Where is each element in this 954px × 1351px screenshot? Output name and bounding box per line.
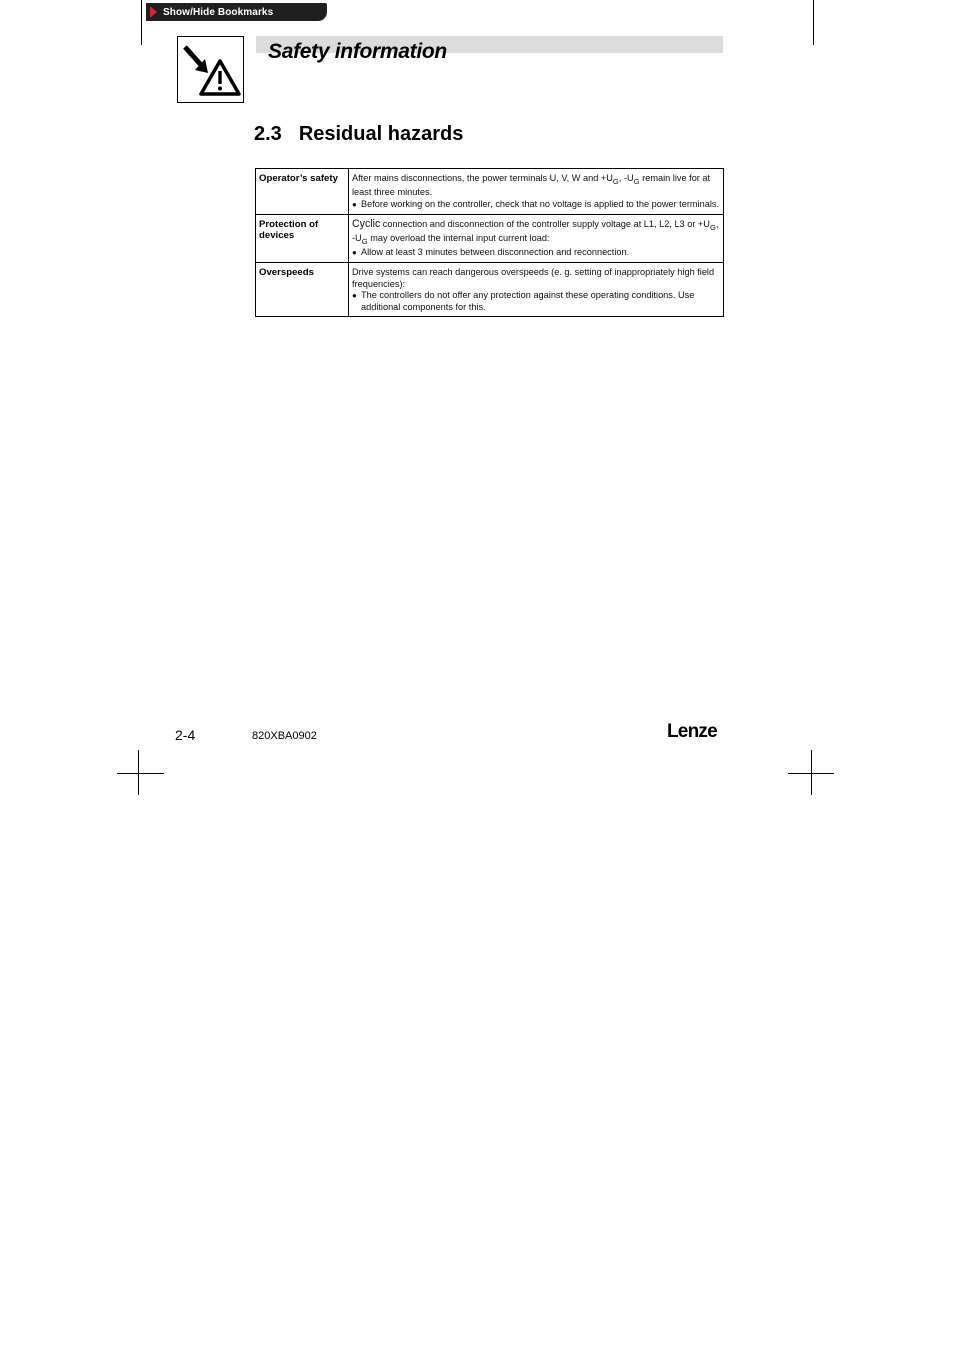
row-label: Protection of devices bbox=[256, 214, 349, 262]
row-description: Drive systems can reach dangerous overspeeds (e. g. setting of inappropriately high field frequencies): bbox=[352, 267, 715, 289]
list-item: ● Before working on the controller, check that no voltage is applied to the power terminals. bbox=[352, 199, 720, 210]
row-text bbox=[349, 214, 724, 262]
section-number: 2.3 bbox=[254, 123, 282, 145]
table-row bbox=[256, 263, 724, 317]
triangle-right-icon bbox=[150, 6, 157, 18]
document-code: 820XBA0902 bbox=[252, 730, 317, 742]
crop-mark bbox=[813, 0, 814, 45]
table-row bbox=[256, 214, 724, 262]
residual-hazards-table bbox=[255, 168, 724, 317]
page-number: 2-4 bbox=[175, 727, 196, 743]
warning-arrow-icon bbox=[177, 36, 244, 103]
row-description: After mains disconnections, the power terminals U, V, W and $+U_G$, $-U_G$ remain live for at least three minutes. bbox=[352, 173, 711, 198]
crop-mark bbox=[141, 0, 142, 45]
crop-mark bbox=[117, 773, 164, 774]
bullet-icon: ● bbox=[352, 248, 357, 258]
table-row bbox=[256, 169, 724, 215]
list-item: ● The controllers do not offer any protection against these operating conditions. Use additional components for this. bbox=[352, 290, 695, 312]
row-label: Operator’s safety bbox=[256, 169, 349, 215]
bullet-icon: ● bbox=[352, 291, 357, 301]
lenze-logo: Lenze bbox=[667, 721, 717, 742]
show-hide-bookmarks-button[interactable] bbox=[146, 3, 327, 21]
bullet-icon: ● bbox=[352, 200, 357, 210]
row-text bbox=[349, 169, 724, 215]
row-text bbox=[349, 263, 724, 317]
crop-mark bbox=[788, 773, 834, 774]
section-heading bbox=[254, 123, 463, 146]
page-title: Safety information bbox=[268, 40, 447, 63]
row-description: Cyclic connection and disconnection of the controller supply voltage at L1, L2, L3 or $+U_G$, $-U_G$ may overload the internal input current load: bbox=[352, 217, 719, 246]
section-title: Residual hazards bbox=[298, 123, 464, 145]
list-item: ● Allow at least 3 minutes between disconnection and reconnection. bbox=[352, 247, 630, 258]
row-label: Overspeeds bbox=[256, 263, 349, 317]
bookmark-tab-label: Show/Hide Bookmarks bbox=[163, 6, 274, 18]
